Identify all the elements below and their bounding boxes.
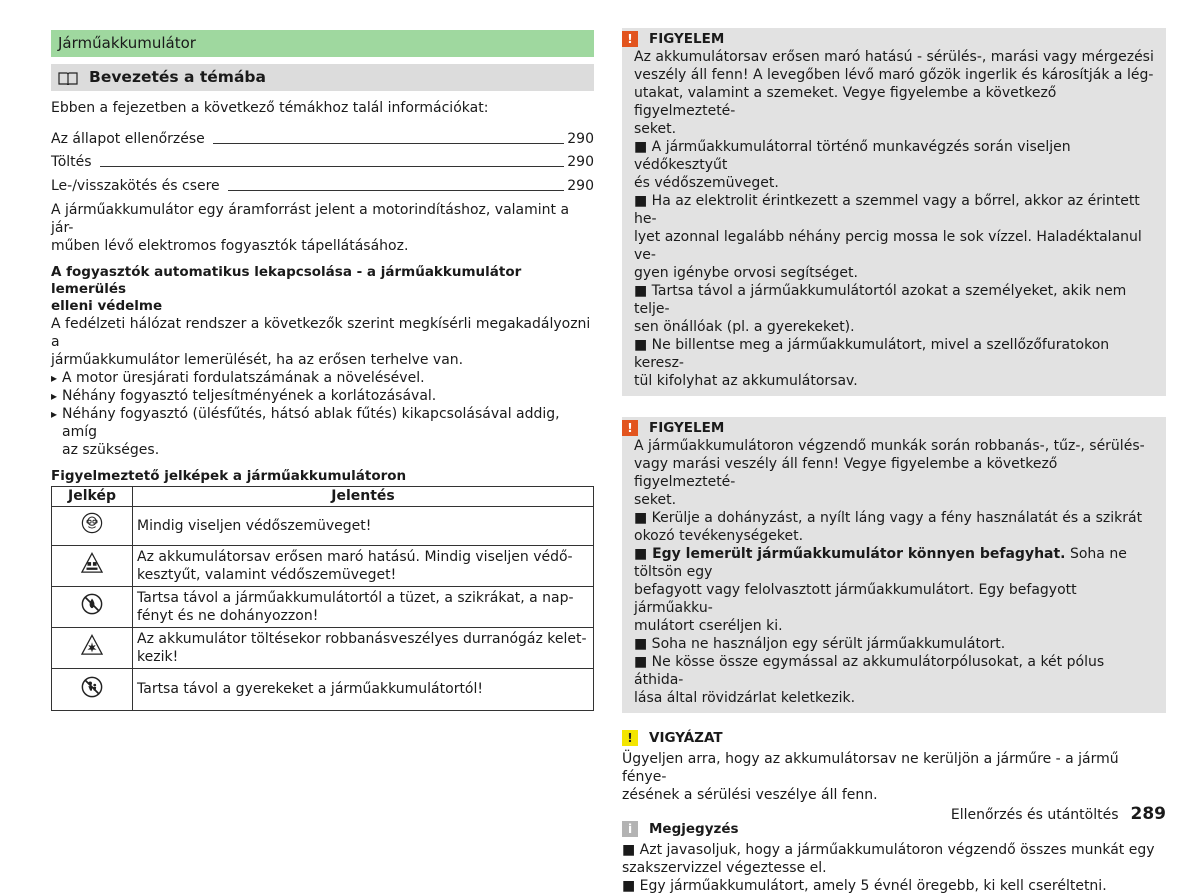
table-cell-text: Tartsa távol a járműakkumulátortól a tüzet, a szikrákat, a nap- — [137, 589, 574, 606]
text-line: ■ Egy járműakkumulátort, amely 5 évnél öregebb, ki kell cseréltetni. — [622, 878, 1107, 894]
warning-item: ■ Ne billentse meg a járműakkumulátort, mivel a szellőzőfuratokon keresz- — [634, 337, 1110, 371]
caution-header — [622, 729, 1166, 747]
warning-item: ■ Kerülje a dohányzást, a nyílt láng vagy a fény használatát és a szikrát — [634, 510, 1143, 526]
warning-item: és védőszemüveget. — [634, 175, 779, 191]
warning-item: lása által rövidzárlat keletkezik. — [634, 690, 856, 706]
table-row — [52, 627, 594, 668]
warning-text: seket. — [634, 492, 677, 508]
warning-text: vagy marási veszély áll fenn! Vegye figyelembe a következő figyelmezteté- — [634, 456, 1058, 490]
warning-item: ■ Ha az elektrolit érintkezett a szemmel vagy a bőrrel, akkor az érintett he- — [634, 193, 1140, 227]
warning-text: A járműakkumulátoron végzendő munkák során robbanás-, tűz-, sérülés- — [634, 438, 1145, 454]
list-item: ▸ Néhány fogyasztó teljesítményének a korlátozásával. — [51, 387, 594, 405]
right-column — [622, 28, 1166, 895]
toc-page: 290 — [567, 130, 594, 147]
caution-block — [622, 729, 1166, 804]
symbols-table — [51, 486, 594, 711]
toc-item[interactable] — [51, 171, 594, 195]
toc-page: 290 — [567, 177, 594, 194]
text-line: zésének a sérülési veszélye áll fenn. — [622, 787, 878, 803]
section-title: Bevezetés a témába — [89, 68, 266, 86]
warning-item: ■ Ne kösse össze egymással az akkumulátorpólusokat, a két pólus áthida- — [634, 654, 1105, 688]
warning-text: seket. — [634, 121, 677, 137]
warning-icon: ! — [622, 420, 638, 436]
text-line: járműakkumulátor lemerülését, ha az erősen terhelve van. — [51, 351, 464, 368]
warning-header — [622, 419, 1154, 437]
explosion-warning-icon — [81, 634, 103, 656]
toc-label: Le-/visszakötés és csere — [51, 177, 220, 194]
page-number: 289 — [1130, 804, 1166, 824]
info-icon: i — [622, 821, 638, 837]
table-row — [52, 506, 594, 545]
table-row — [52, 545, 594, 586]
warning-text: Az akkumulátorsav erősen maró hatású - sérülés-, marási vagy mérgezési — [634, 49, 1154, 65]
warning-item: sen önállóak (pl. a gyerekeket). — [634, 319, 855, 335]
caution-text — [622, 750, 1166, 804]
column-header-symbol: Jelkép — [52, 486, 133, 506]
warning-item: tül kifolyhat az akkumulátorsav. — [634, 373, 858, 389]
no-fire-icon — [81, 593, 103, 615]
protection-list — [51, 369, 594, 459]
toc-label: Töltés — [51, 154, 92, 170]
table-header-row — [52, 486, 594, 506]
left-column — [51, 30, 594, 711]
table-cell-text: Tartsa távol a gyerekeket a járműakkumulátortól! — [137, 681, 484, 697]
warning-bold-text: ■ Egy lemerült járműakkumulátor könnyen befagyhat. — [634, 546, 1066, 562]
warning-item: okozó tevékenységeket. — [634, 528, 804, 544]
page-footer — [951, 804, 1166, 824]
protection-heading — [51, 264, 594, 315]
toc-page: 290 — [567, 154, 594, 170]
keep-children-away-icon — [81, 676, 103, 698]
caution-label: VIGYÁZAT — [649, 730, 723, 746]
description-line: A járműakkumulátor egy áramforrást jelent a motorindításhoz, valamint a jár- — [51, 201, 570, 236]
table-cell-text: Az akkumulátor töltésekor robbanásveszélyes durranógáz kelet- — [137, 630, 587, 647]
note-label: Megjegyzés — [649, 821, 739, 837]
table-title: Figyelmeztető jelképek a járműakkumulátoron — [51, 467, 407, 484]
warning-item — [634, 545, 1154, 581]
warning-item: gyen igénybe orvosi segítséget. — [634, 265, 858, 281]
text-line: szakszervizzel végeztesse el. — [622, 860, 827, 876]
toc-label: Az állapot ellenőrzése — [51, 130, 205, 147]
toc-leader — [100, 166, 565, 167]
list-item: ▸ Néhány fogyasztó (ülésfűtés, hátsó ablak fűtés) kikapcsolásával addig, amíg az szükséges. — [51, 405, 594, 459]
column-header-meaning: Jelentés — [133, 486, 594, 506]
list-item: ▸ A motor üresjárati fordulatszámának a növelésével. — [51, 369, 594, 387]
warning-box — [622, 28, 1166, 396]
warning-item: ■ A járműakkumulátorral történő munkavégzés során viseljen védőkesztyűt — [634, 139, 1071, 173]
book-icon — [58, 71, 78, 85]
warning-item: lyet azonnal legalább néhány percig mossa le sok vízzel. Haladéktalanul ve- — [634, 229, 1142, 263]
footer-section: Ellenőrzés és utántöltés — [950, 807, 1119, 823]
warning-item: mulátort cseréljen ki. — [634, 618, 783, 634]
caution-icon: ! — [622, 730, 638, 746]
warning-text: utakat, valamint a szemeket. Vegye figyelembe a következő figyelmezteté- — [634, 85, 1057, 119]
table-cell-text: kezik! — [137, 648, 179, 665]
note-text — [622, 841, 1166, 895]
toc-leader — [213, 143, 564, 144]
intro-text: Ebben a fejezetben a következő témákhoz talál információkat: — [51, 100, 489, 116]
heading-line: A fogyasztók automatikus lekapcsolása - a járműakkumulátor lemerülés — [51, 263, 522, 297]
description — [51, 201, 594, 255]
table-cell-text: Az akkumulátorsav erősen maró hatású. Mindig viseljen védő- — [137, 548, 573, 565]
toc-leader — [228, 190, 565, 191]
note-block — [622, 820, 1166, 895]
warning-box — [622, 417, 1166, 713]
safety-goggles-icon — [81, 512, 103, 534]
text-line: Ügyeljen arra, hogy az akkumulátorsav ne kerüljön a járműre - a jármű fénye- — [622, 751, 1119, 785]
section-header — [51, 64, 594, 91]
text-line: ■ Azt javasoljuk, hogy a járműakkumulátoron végzendő összes munkát egy — [622, 842, 1155, 858]
warning-label: FIGYELEM — [649, 420, 725, 436]
warning-header — [622, 30, 1154, 48]
table-row — [52, 668, 594, 710]
table-cell-text: Mindig viseljen védőszemüveget! — [137, 517, 372, 534]
warning-text: veszély áll fenn! A levegőben lévő maró gőzök ingerlik és károsítják a lég- — [634, 67, 1154, 83]
protection-text — [51, 315, 594, 369]
table-cell-text: kesztyűt, valamint védőszemüveget! — [137, 566, 397, 583]
warning-item: ■ Tartsa távol a járműakkumulátortól azokat a személyeket, akik nem telje- — [634, 283, 1127, 317]
chapter-title: Járműakkumulátor — [51, 30, 594, 57]
warning-item: befagyott vagy felolvasztott járműakkumulátort. Egy befagyott járműakku- — [634, 582, 1077, 616]
toc-item[interactable] — [51, 148, 594, 172]
heading-line: elleni védelme — [51, 297, 163, 314]
warning-item: ■ Soha ne használjon egy sérült járműakkumulátort. — [634, 636, 1006, 652]
table-cell-text: fényt és ne dohányozzon! — [137, 607, 319, 624]
warning-icon: ! — [622, 31, 638, 47]
description-line: műben lévő elektromos fogyasztók tápellátásához. — [51, 237, 409, 254]
toc-item[interactable] — [51, 124, 594, 148]
toc-list — [51, 124, 594, 195]
text-line: A fedélzeti hálózat rendszer a következők szerint megkísérli megakadályozni a — [51, 315, 591, 350]
warning-label: FIGYELEM — [649, 31, 725, 47]
table-row — [52, 586, 594, 627]
corrosive-warning-icon — [81, 552, 103, 574]
warning-text: Soha ne töltsön egy — [634, 546, 1127, 580]
